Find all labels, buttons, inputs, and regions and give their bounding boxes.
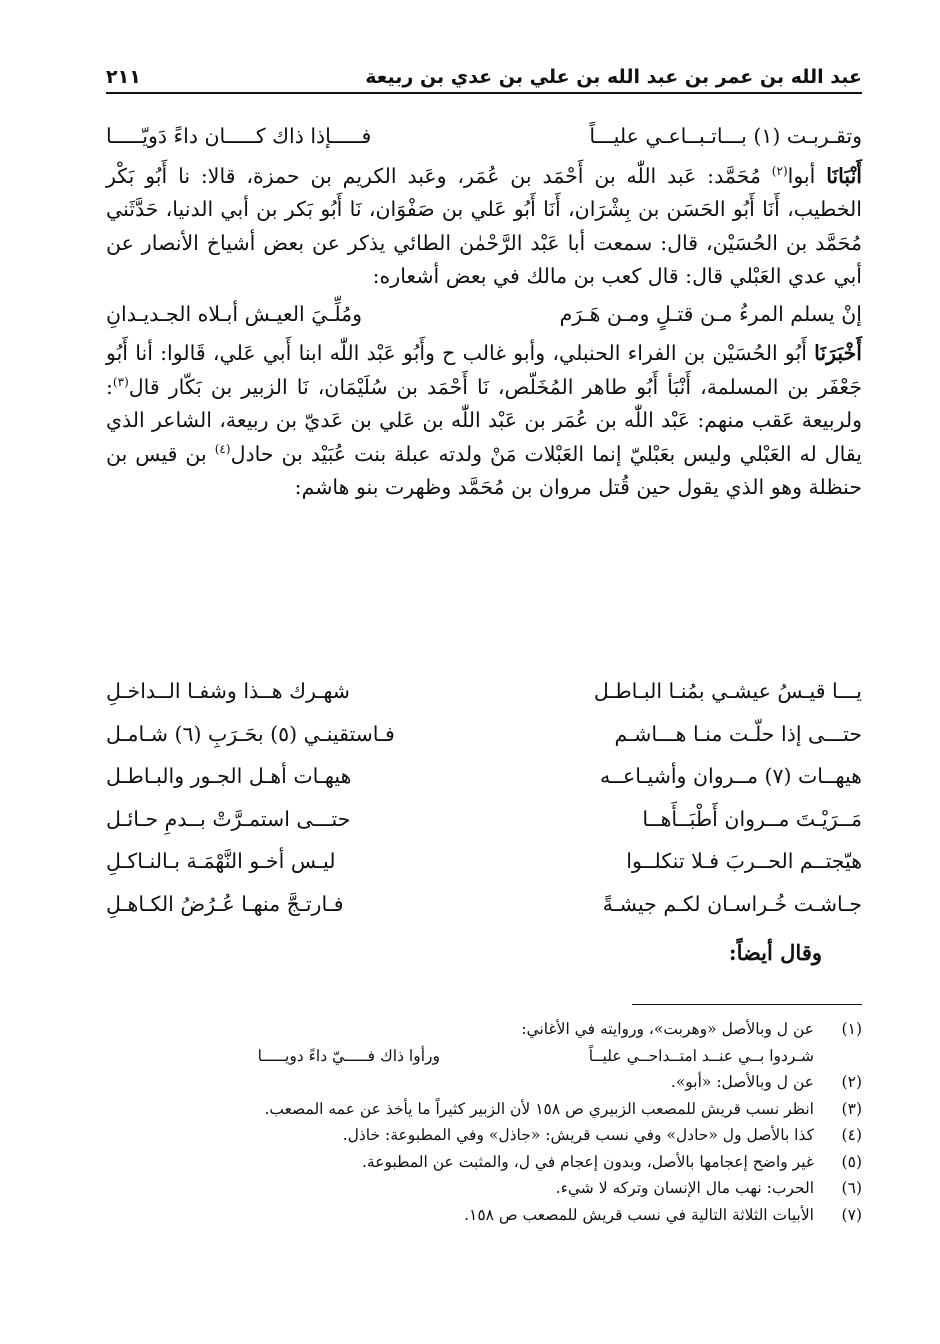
footnote-text: انظر نسب قريش للمصعب الزبيري ص ١٥٨ لأن الزبير كثيراً ما يأخذ عن عمه المصعب. [264, 1099, 814, 1118]
footnote-number: (١) [841, 1020, 862, 1038]
footnote [106, 1149, 862, 1176]
footnote-text: عن ل وبالأصل: «أبو». [670, 1073, 814, 1091]
footnote [106, 1096, 862, 1123]
footnote-ref: (٣) [112, 374, 129, 389]
footnote-number: (٥) [841, 1152, 862, 1171]
footnote-text: الحرب: نهب مال الإنسان وتركه لا شيء. [555, 1179, 814, 1197]
verse-hemistich-first: شـردوا بــي عنــد امتــداحــي عليــاً [588, 1046, 814, 1065]
footnote-divider [632, 1004, 862, 1005]
footnote-verse [106, 1043, 814, 1070]
verse-line-1 [106, 120, 862, 154]
footnote-ref: (٤) [214, 441, 231, 456]
footnote [106, 1069, 862, 1096]
poem-hemistich-first: هيّجتــم الحــربَ فـلا تنكلــوا [626, 849, 862, 874]
running-header [106, 58, 862, 94]
running-title: عبد الله بن عمر بن عبد الله بن علي بن عدي بن ربيعة [365, 66, 862, 88]
verse-hemistich-first: إنْ يسلم المرءُ مـن قتـلٍ ومـن هَـرَم [559, 301, 862, 326]
poem [106, 670, 862, 925]
poem-hemistich-first: هيهــات (٧) مــروان وأشيـاعــه [600, 764, 862, 789]
poem-line [106, 798, 862, 841]
footnote [106, 1122, 862, 1149]
poem-hemistich-first: مَــرَيْـتَ مــروان أَطْبَــأَهــا [642, 806, 862, 831]
footnote [106, 1202, 862, 1229]
verse-hemistich-second: فـــــإذا ذاك كـــــان داءً دَويّـــــا [106, 124, 372, 148]
verse-hemistich-first: وتقـربـت (١) بـــاتـبــاعـي عليـــاً [589, 124, 862, 148]
poem-hemistich-second: ليـس أخـو النَّهْمَـة بـالنـاكـلِ [106, 849, 336, 874]
poem-line [106, 670, 862, 713]
footnote-text: عن ل وبالأصل «وهربت»، وروايته في الأغاني: [521, 1020, 814, 1038]
poem-line [106, 713, 862, 756]
paragraph-text: أبوا [787, 163, 827, 188]
poem-hemistich-second: حتـــى استمـرَّتْ بــدمِ حـائـل [106, 806, 351, 831]
main-text [106, 118, 862, 509]
footnote-text: الأبيات الثلاثة التالية في نسب قريش للمصعب ص ١٥٨. [464, 1205, 814, 1224]
footnote-number: (٦) [841, 1179, 862, 1197]
poem-hemistich-first: حتـــى إذا حلّـت منـا هـــاشـم [614, 721, 862, 746]
poem-line [106, 755, 862, 798]
paragraph-text: أَبُو الحُسَيْن بن الفراء الحنبلي، وأبو غالب ح وأَبُو عَبْد اللّٰه ابنا أَبي عَلي، قَالوا: أنا أَبُو جَعْفَر بن المسلمة، أَنْبَأ أَبُو طاهر المُخَلّص، نَا أَحْمَد بن سُلَيْمَان، نَا الزبير بن بَكّار قال [106, 341, 862, 399]
footnotes [106, 1016, 862, 1228]
verse-hemistich-second: ورأوا ذاك فـــــيّ داءً دويـــــا [257, 1046, 440, 1065]
poem-hemistich-second: شهـرك هــذا وشفـا الــداخـلِ [106, 679, 350, 704]
poem-hemistich-first: يـــا قيـسُ عيشـي بمُنـا البـاطـل [593, 679, 862, 704]
footnote-text: غير واضح إعجامها بالأصل، وبدون إعجام في ل، والمثبت عن المطبوعة. [361, 1152, 814, 1171]
poem-hemistich-second: هيهـات أهـل الجـور والبـاطـل [106, 764, 352, 789]
footnote-ref: (٢) [771, 163, 788, 178]
paragraph-text: : ولربيعة عَقب منهم: عَبْد اللّٰه بن عُمَر بن عَبْد اللّٰه بن عَلي بن عَديّ بن ربيعة، الشاعر الذي يقال له العَبْلي وليس بعَبْليّ إنما العَبْلات مَنْ ولدته عبلة بنت عُبَيْد بن حادل [106, 374, 863, 466]
paragraph-text: مُحَمَّد: عَبد اللّٰه بن أَحْمَد بن عُمَر، وعَبد الكريم بن حمزة، قالا: نا أَبُو بَكْر الخطيب، أَنَا أَبُو الحَسَن بن بِشْرَان، أَنَا أَبُو عَلي بن صَفْوَان، نَا أَبُو بَكر بن أبي الدنيا، حَدَّثَني مُحَمَّد بن الحُسَيْن، قال: سمعت أبا عَبْد الرَّحْمٰن الطائي يذكر عن بعض أشياخ الأنصار عن أبي عدي العَبْلي قال: قال كعب بن مالك في بعض أشعاره: [106, 163, 862, 288]
paragraph-text: بن قيس بن حنظلة وهو الذي يقول حين قُتل مروان بن مُحَمَّد وظهرت بنو هاشم: [106, 441, 862, 499]
footnote-number: (٧) [841, 1205, 862, 1224]
verse-hemistich-second: ومُلِّـيَ العيـش أبـلاه الجـديـدانِ [106, 301, 363, 326]
paragraph-2 [106, 337, 862, 505]
poem-line [106, 883, 862, 926]
footnote [106, 1175, 862, 1202]
poem-hemistich-second: فـارتـجَّ منهـا عُـرُضُ الكـاهـلِ [106, 891, 344, 916]
poem-line [106, 840, 862, 883]
footnote-number: (٢) [841, 1073, 862, 1091]
paragraph-1 [106, 160, 862, 294]
page-number: ٢١١ [106, 66, 141, 88]
closing-line: وقال أيضاً: [728, 940, 822, 965]
footnote-number: (٣) [841, 1099, 862, 1118]
verse-line-2 [106, 298, 862, 332]
footnote [106, 1016, 862, 1043]
isnad-lead: أَنْبَانَا [826, 163, 862, 188]
isnad-lead: أَخْبَرَنَا [814, 341, 862, 365]
footnote-text: كذا بالأصل ول «حادل» وفي نسب قريش: «جاذل» وفي المطبوعة: خاذل. [342, 1126, 814, 1144]
footnote-number: (٤) [841, 1126, 862, 1144]
poem-hemistich-first: جـاشـت خُـراسـان لكـم جيشـةً [602, 891, 862, 916]
poem-hemistich-second: فـاستقينـي (٥) بحَـرَبِ (٦) شـامـل [106, 721, 395, 746]
